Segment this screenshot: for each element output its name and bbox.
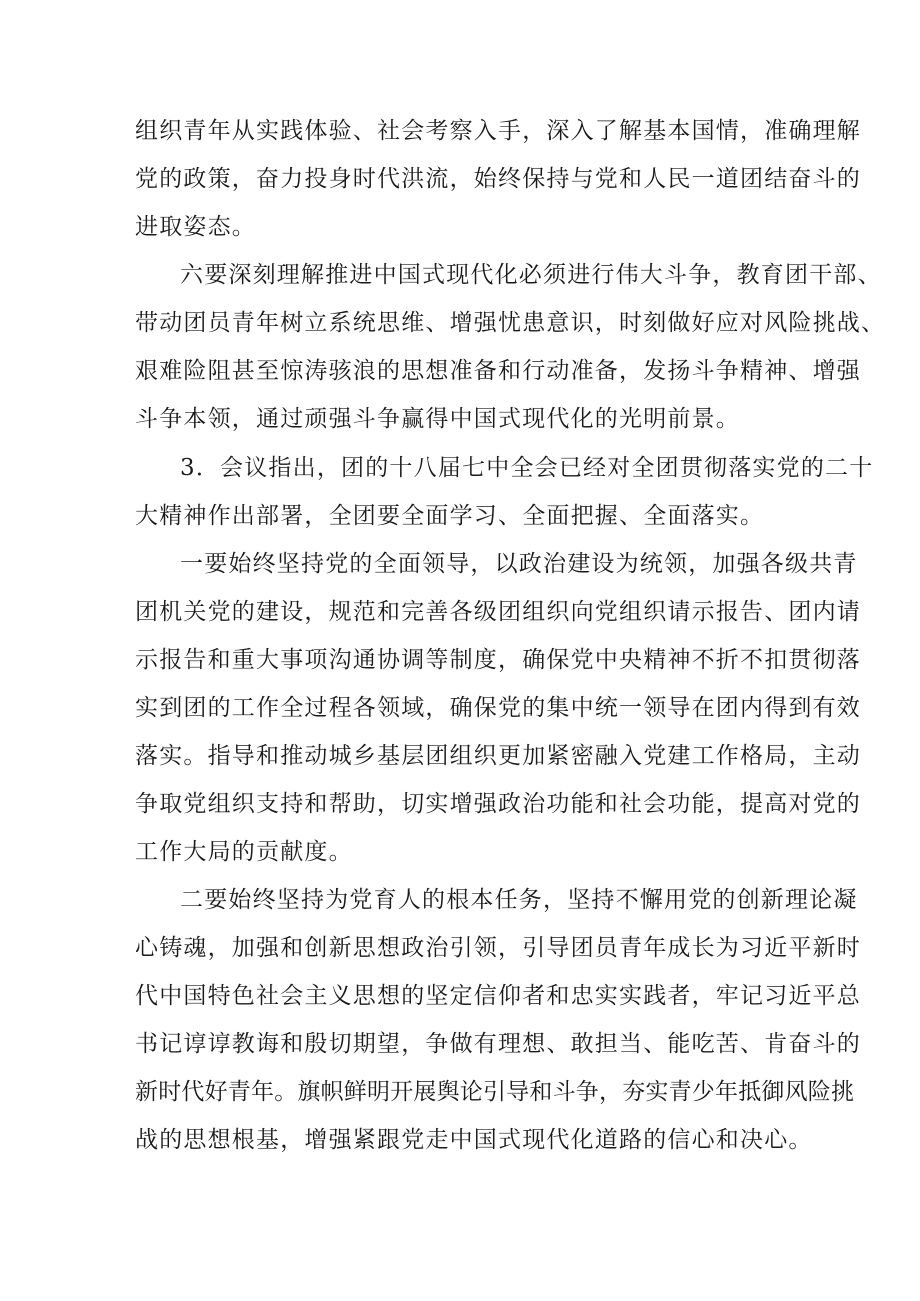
text-line: 新时代好青年。旗帜鲜明开展舆论引导和斗争，夯实青少年抵御风险挑	[135, 1079, 855, 1105]
text-line: 斗争本领，通过顽强斗争赢得中国式现代化的光明前景。	[135, 406, 740, 432]
text-line: 工作大局的贡献度。	[135, 839, 353, 865]
text-line: 书记谆谆教诲和殷切期望，争做有理想、敢担当、能吃苦、肯奋斗的	[135, 1031, 861, 1057]
text-line: 大精神作出部署，全团要全面学习、全面把握、全面落实。	[135, 503, 765, 529]
text-line: 一要始终坚持党的全面领导，以政治建设为统领，加强各级共青	[180, 551, 858, 577]
text-line: 实到团的工作全过程各领域，确保党的集中统一领导在团内得到有效	[135, 695, 861, 721]
text-line: 战的思想根基，增强紧跟党走中国式现代化道路的信心和决心。	[135, 1127, 813, 1153]
text-line: 3．会议指出，团的十八届七中全会已经对全团贯彻落实党的二十	[180, 455, 874, 481]
text-line: 代中国特色社会主义思想的坚定信仰者和忠实实践者，牢记习近平总	[135, 983, 861, 1009]
text-line: 艰难险阻甚至惊涛骇浪的思想准备和行动准备，发扬斗争精神、增强	[135, 358, 861, 384]
text-line: 争取党组织支持和帮助，切实增强政治功能和社会功能，提高对党的	[135, 791, 861, 817]
text-line: 团机关党的建设，规范和完善各级团组织向党组织请示报告、团内请	[135, 599, 861, 625]
text-line: 落实。指导和推动城乡基层团组织更加紧密融入党建工作格局，主动	[135, 743, 861, 769]
text-line: 进取姿态。	[135, 214, 256, 240]
text-line: 六要深刻理解推进中国式现代化必须进行伟大斗争，教育团干部、	[180, 262, 882, 288]
text-line: 带动团员青年树立系统思维、增强忧患意识，时刻做好应对风险挑战、	[135, 310, 886, 336]
text-line: 组织青年从实践体验、社会考察入手，深入了解基本国情，准确理解	[135, 118, 861, 144]
text-line: 党的政策，奋力投身时代洪流，始终保持与党和人民一道团结奋斗的	[135, 166, 861, 192]
text-line: 示报告和重大事项沟通协调等制度，确保党中央精神不折不扣贯彻落	[135, 647, 861, 673]
text-line: 二要始终坚持为党育人的根本任务，坚持不懈用党的创新理论凝	[180, 887, 858, 913]
text-line: 心铸魂，加强和创新思想政治引领，引导团员青年成长为习近平新时	[135, 935, 861, 961]
